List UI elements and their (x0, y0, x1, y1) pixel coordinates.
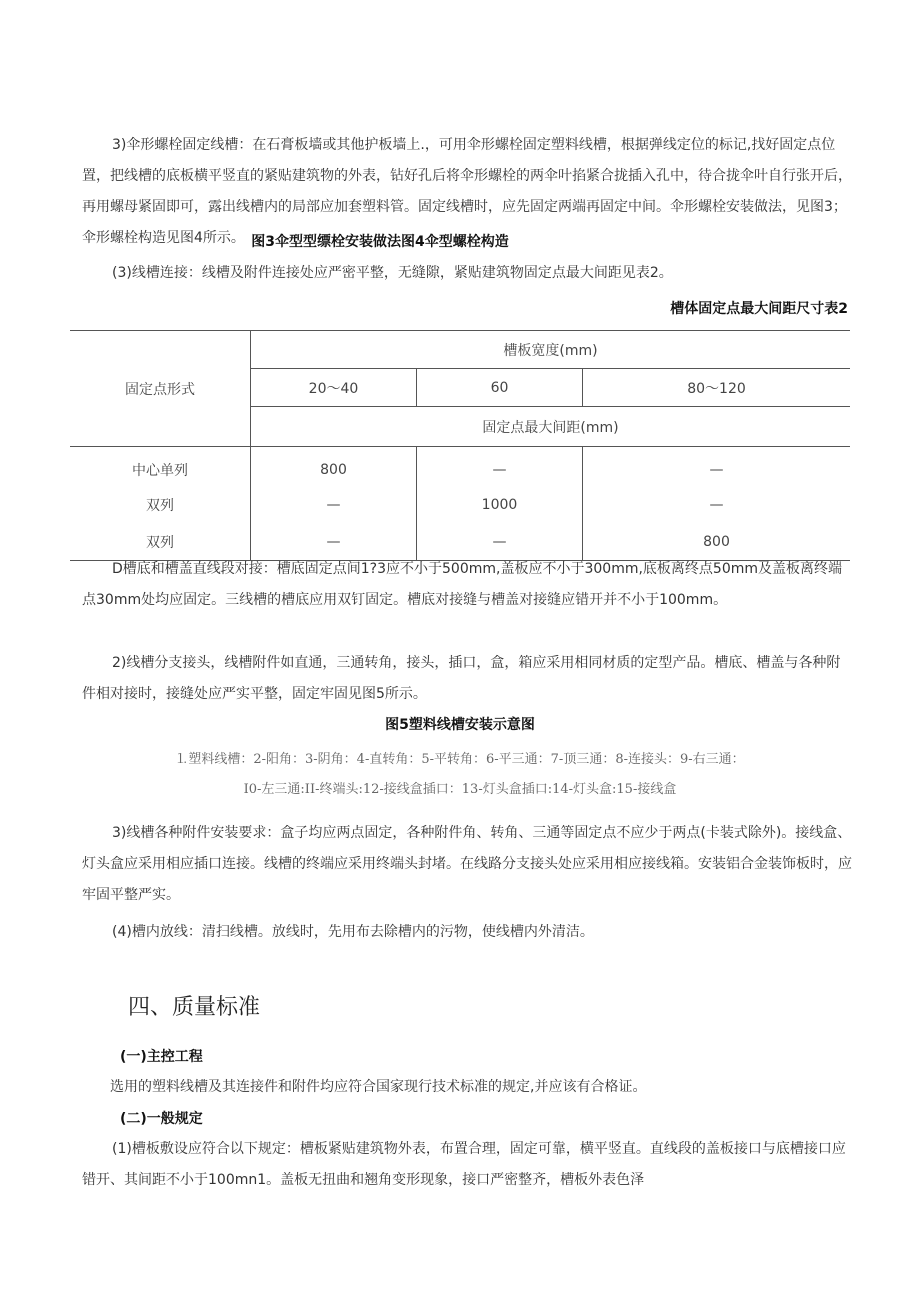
spacing-header: 固定点最大间距(mm) (251, 407, 851, 447)
width-col: 20～40 (251, 369, 417, 407)
table-row-type: 双列 (146, 498, 174, 514)
subheading-general: (二)一般规定 (120, 1111, 203, 1127)
table-cell: — (417, 447, 583, 487)
paragraph-wiring: (4)槽内放线：清扫线槽。放线时，先用布去除槽内的污物，使线槽内外清洁。 (112, 924, 594, 940)
table-title: 槽体固定点最大间距尺寸表2 (670, 301, 848, 317)
table-cell: — (417, 524, 583, 561)
paragraph-umbrella-bolt: 3)伞形螺栓固定线槽：在石膏板墙或其他护板墙上.，可用伞形螺栓固定塑料线槽，根据弹线定位的标记,找好固定点位置，把线槽的底板横平竖直的紧贴建筑物的外表，钻好孔后将伞形螺栓的两伞叶掐紧合拢插入孔中，待合拢伞叶自行张开后，再用螺母紧固即可，露出线槽内的局部应加套塑料管。固定线槽时，应先固定两端再固定中间。伞形螺栓安装做法，见图3；伞形螺栓构造见图4所示。 (82, 137, 852, 246)
table-cell: 800 (251, 447, 417, 487)
figure-5-legend-line-1: ⒈塑料线槽：2-阳角：3-阴角：4-直转角：5-平转角：6-平三通：7-顶三通：8-连接头：9-右三通： (175, 752, 745, 767)
subheading-main-control: (一)主控工程 (120, 1049, 203, 1065)
table-cell: — (583, 447, 851, 487)
figure-5-legend-line-2: I0-左三通:II-终端头:12-接线盒插口：13-灯头盒插口:14-灯头盒:15-接线盒 (243, 782, 677, 797)
spacing-table (70, 330, 850, 561)
table-cell: — (251, 524, 417, 561)
paragraph-connection: (3)线槽连接：线槽及附件连接处应严密平整，无缝隙，紧贴建筑物固定点最大间距见表2。 (112, 265, 673, 281)
table-row-type: 中心单列 (70, 447, 251, 487)
figure-3-4-caption: 图3伞型型缥栓安装做法图4伞型螺栓构造 (251, 234, 509, 250)
table-cell: — (583, 487, 851, 524)
paragraph-general: (1)槽板敷设应符合以下规定：槽板紧贴建筑物外表，布置合理，固定可靠，横平竖直。直线段的盖板接口与底槽接口应错开、其间距不小于100mn1。盖板无扭曲和翘角变形现象，接口严密整齐，槽板外表色泽 (82, 1141, 846, 1188)
section-heading-quality: 四、质量标准 (128, 995, 261, 1020)
paragraph-accessories: 3)线槽各种附件安装要求：盒子均应两点固定，各种附件角、转角、三通等固定点不应少于两点(卡装式除外)。接线盒、灯头盒应采用相应插口连接。线槽的终端应采用终端头封堵。在线路分支接头处应采用相应接线箱。安装铝合金装饰板时，应牢固平整严实。 (82, 825, 852, 903)
width-header: 槽板宽度(mm) (251, 331, 851, 369)
paragraph-main-control: 选用的塑料线槽及其连接件和附件均应符合国家现行技术标准的规定,并应该有合格证。 (110, 1079, 647, 1095)
paragraph-branch-joint: 2)线槽分支接头，线槽附件如直通，三通转角，接头，插口，盒，箱应采用相同材质的定型产品。槽底、槽盖与各种附件相对接时，接缝处应严实平整，固定牢固见图5所示。 (82, 655, 841, 702)
width-col: 60 (417, 369, 583, 407)
paragraph-straight-joint: D槽底和槽盖直线段对接：槽底固定点间1?3应不小于500mm,盖板应不小于300mm,底板离终点50mm及盖板离终端点30mm处均应固定。三线槽的槽底应用双钉固定。槽底对接缝与槽盖对接缝应错开并不小于100mm。 (82, 561, 843, 608)
row-header: 固定点形式 (70, 331, 251, 447)
width-col: 80～120 (583, 369, 851, 407)
table-cell: — (251, 487, 417, 524)
table-row-type: 双列 (70, 524, 251, 561)
table-cell: 800 (583, 524, 851, 561)
figure-5-caption: 图5塑料线槽安装示意图 (385, 717, 535, 733)
table-cell: 1000 (417, 487, 583, 524)
